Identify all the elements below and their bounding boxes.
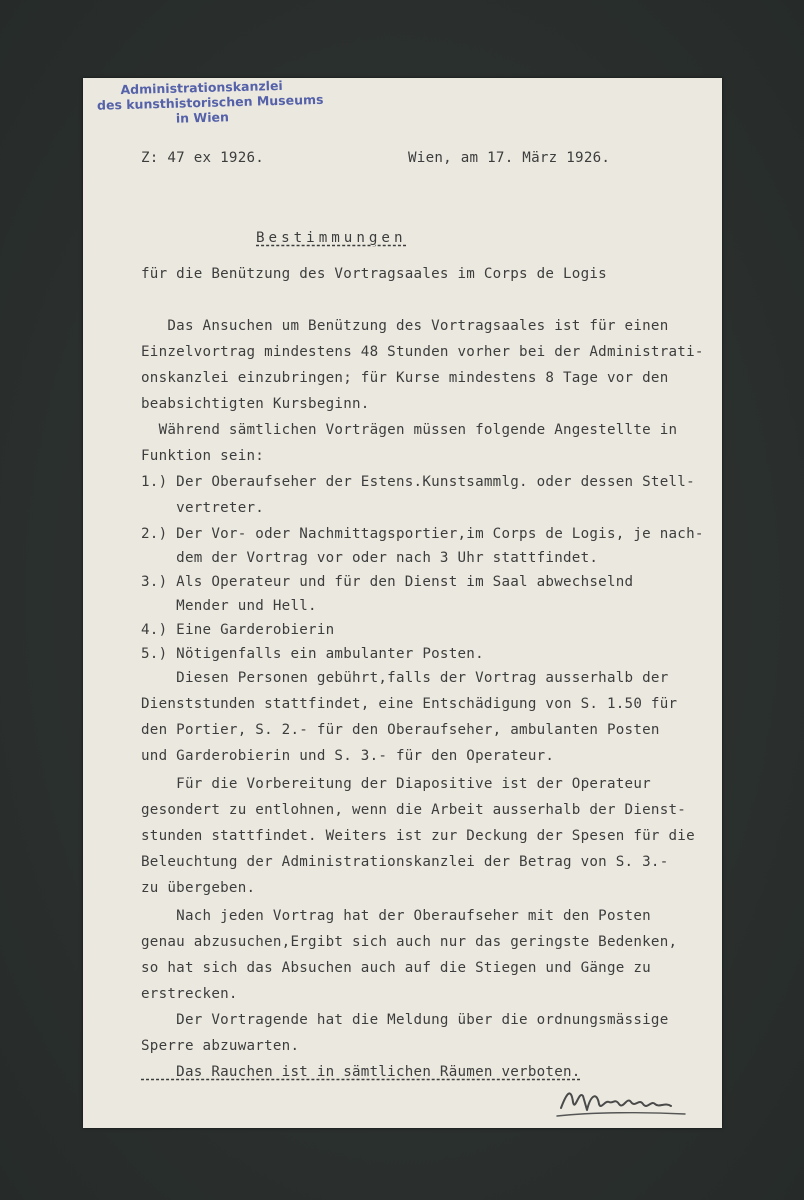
body-line: zu übergeben. <box>141 880 256 896</box>
body-line: 5.) Nötigenfalls ein ambulanter Posten. <box>141 646 484 662</box>
body-line: gesondert zu entlohnen, wenn die Arbeit ausserhalb der Dienst- <box>141 802 687 818</box>
body-line: 2.) Der Vor- oder Nachmittagsportier,im Corps de Logis, je nach- <box>141 526 704 542</box>
signature-scribble <box>553 1082 693 1122</box>
handwritten-signature <box>553 1082 693 1122</box>
body-line: den Portier, S. 2.- für den Oberaufseher, ambulanten Posten <box>141 722 660 738</box>
body-line: Beleuchtung der Administrationskanzlei der Betrag von S. 3.- <box>141 854 669 870</box>
body-line: Sperre abzuwarten. <box>141 1038 300 1054</box>
body-line: dem der Vortrag vor oder nach 3 Uhr stattfindet. <box>141 550 599 566</box>
body-line: Nach jeden Vortrag hat der Oberaufseher mit den Posten <box>141 908 651 924</box>
letter-date: Wien, am 17. März 1926. <box>408 150 611 166</box>
body-line: Mender und Hell. <box>141 598 317 614</box>
body-line: so hat sich das Absuchen auch auf die Stiegen und Gänge zu <box>141 960 651 976</box>
body-line: onskanzlei einzubringen; für Kurse mindestens 8 Tage vor den <box>141 370 669 386</box>
body-line: erstrecken. <box>141 986 238 1002</box>
body-line: 4.) Eine Garderobierin <box>141 622 335 638</box>
document-subtitle: für die Benützung des Vortragsaales im Corps de Logis <box>141 266 607 282</box>
body-line: genau abzusuchen,Ergibt sich auch nur das geringste Bedenken, <box>141 934 678 950</box>
body-line: Das Ansuchen um Benützung des Vortragsaales ist für einen <box>141 318 669 334</box>
stamp-line: des kunsthistorischen Museums <box>96 91 324 113</box>
body-line: vertreter. <box>141 500 265 516</box>
body-line: beabsichtigten Kursbeginn. <box>141 396 370 412</box>
body-line: Während sämtlichen Vorträgen müssen folgende Angestellte in <box>141 422 678 438</box>
body-line-no-smoking: Das Rauchen ist in sämtlichen Räumen verboten. <box>141 1064 581 1080</box>
body-line: Funktion sein: <box>141 448 265 464</box>
body-line: Diesen Personen gebührt,falls der Vortrag ausserhalb der <box>141 670 669 686</box>
body-line: Dienststunden stattfindet, eine Entschädigung von S. 1.50 für <box>141 696 678 712</box>
body-line: Einzelvortrag mindestens 48 Stunden vorher bei der Administrati- <box>141 344 704 360</box>
body-line: und Garderobierin und S. 3.- für den Operateur. <box>141 748 555 764</box>
body-line: Der Vortragende hat die Meldung über die ordnungsmässige <box>141 1012 669 1028</box>
body-line: 3.) Als Operateur und für den Dienst im Saal abwechselnd <box>141 574 634 590</box>
body-line: stunden stattfindet. Weiters ist zur Deckung der Spesen für die <box>141 828 695 844</box>
document-page <box>83 78 722 1128</box>
body-line: 1.) Der Oberaufseher der Estens.Kunstsammlg. oder dessen Stell- <box>141 474 695 490</box>
stamp-line: Administrationskanzlei <box>120 77 283 98</box>
document-title: Bestimmungen <box>256 230 407 246</box>
reference-number: Z: 47 ex 1926. <box>141 150 265 166</box>
body-line: Für die Vorbereitung der Diapositive ist der Operateur <box>141 776 651 792</box>
institution-stamp <box>96 77 324 127</box>
stamp-line: in Wien <box>175 109 230 126</box>
